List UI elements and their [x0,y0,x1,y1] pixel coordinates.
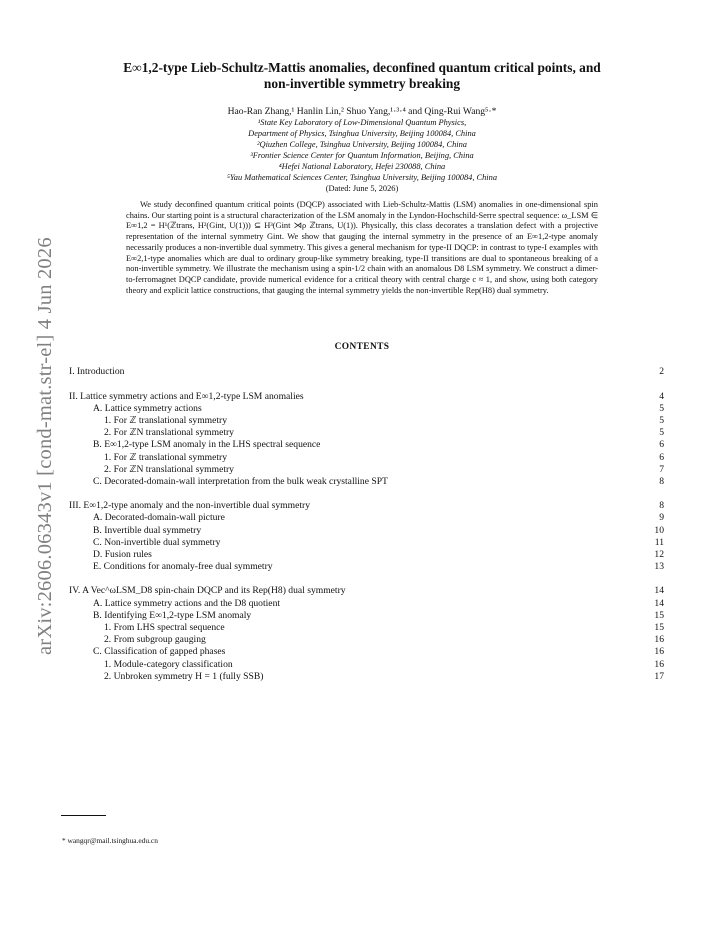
toc-entry-page: 11 [654,536,664,548]
toc-entry-page: 5 [659,414,664,426]
toc-entry-page: 5 [659,427,664,439]
toc-entry-page: 17 [654,670,664,682]
arxiv-identifier: arXiv:2606.06343v1 [cond-mat.str-el] 4 Jun 2026 [34,237,56,655]
toc-entry-label: D. Fusion rules [93,548,152,560]
toc-entry[interactable] [60,512,664,524]
toc-entry-page: 16 [654,646,664,658]
toc-entry-page: 10 [654,524,664,536]
affiliation: ⁵Yau Mathematical Sciences Center, Tsinghua University, Beijing 100084, China [226,173,498,182]
toc-entry-label: A. Decorated-domain-wall picture [93,512,225,524]
title-line-2: non-invertible symmetry breaking [263,76,461,91]
footnote-rule [61,815,106,816]
toc-entry[interactable] [60,476,664,488]
toc-entry-label: 2. For ℤN translational symmetry [104,427,234,439]
abstract-text: We study deconfined quantum critical points (DQCP) associated with Lieb-Schultz-Mattis (LSM) anomalies in one-dimensional spin chains. Our starting point is a structural characterization of the LSM anomaly in the Lyndon-Hochschild-Serre spectral sequence: ω_LSM ∈ E∞1,2 = H¹(ℤtrans, H²(Gint, U(1))) ⊆ H³(Gint ⋊ρ ℤtrans, U(1)). Physically, this class decorates a translation defect with a projective representation of the internal symmetry Gint. We show that gauging the internal symmetry in the presence of an E∞1,2-type anomaly necessarily produces a non-invertible dual symmetry. This gives a general mechanism for type-II DQCP: in contrast to type-I examples with E∞2,1-type anomalies which are dual to ordinary group-like symmetry breaking, type-II transitions are dual to spontaneous breaking of a non-invertible symmetry. We illustrate the mechanism using a spin-1/2 chain with an anomalous D8 LSM symmetry. We construct a dimer-to-ferromagnet DQCP candidate, provide numerical evidence for a critical theory with central charge c ≈ 1, and show, using both category theory and explicit lattice constructions, that gauging the internal symmetry yields the non-invertible Rep(H8) dual symmetry. [126,200,598,295]
toc-entry-label: 2. For ℤN translational symmetry [104,463,234,475]
toc-entry-page: 6 [659,451,664,463]
toc-entry-label: 1. For ℤ translational symmetry [104,414,228,426]
arxiv-sidebar [14,215,54,655]
toc-entry[interactable] [60,525,664,537]
toc-entry-page: 8 [659,500,664,512]
toc-entry[interactable] [60,366,664,378]
toc-entry-page: 5 [659,402,664,414]
footnote: * wangqr@mail.tsinghua.edu.cn [62,836,158,845]
table-of-contents [60,366,664,683]
toc-entry[interactable] [60,598,664,610]
toc-entry[interactable] [60,561,664,573]
toc-entry-label: C. Classification of gapped phases [93,646,226,658]
toc-entry[interactable] [60,634,664,646]
toc-entry[interactable] [60,671,664,683]
toc-entry-label: III. E∞1,2-type anomaly and the non-invertible dual symmetry [69,500,311,512]
toc-entry[interactable] [60,537,664,549]
toc-entry[interactable] [60,427,664,439]
toc-entry-label: IV. A Vec^ωLSM_D8 spin-chain DQCP and its Rep(H8) dual symmetry [69,585,346,597]
toc-entry[interactable] [60,500,664,512]
toc-entry-label: 1. From LHS spectral sequence [104,621,225,633]
author-list: Hao-Ran Zhang,¹ Hanlin Lin,² Shuo Yang,¹·³·⁴ and Qing-Rui Wang⁵·* [227,106,497,117]
toc-entry-label: C. Decorated-domain-wall interpretation from the bulk weak crystalline SPT [93,475,388,487]
toc-entry-label: 1. Module-category classification [104,658,233,670]
toc-entry-label: E. Conditions for anomaly-free dual symmetry [93,561,273,573]
toc-entry-page: 4 [659,390,664,402]
toc-entry-label: 2. From subgroup gauging [104,634,206,646]
dated-line: (Dated: June 5, 2026) [325,184,399,193]
affiliation: ²Qiuzhen College, Tsinghua University, Beijing 100084, China [257,140,467,149]
toc-entry-label: B. Invertible dual symmetry [93,524,202,536]
toc-entry-page: 12 [654,548,664,560]
toc-entry[interactable] [60,622,664,634]
toc-entry-label: II. Lattice symmetry actions and E∞1,2-type LSM anomalies [69,390,304,402]
toc-entry-label: 1. For ℤ translational symmetry [104,451,228,463]
toc-entry-page: 14 [654,585,664,597]
paper-title [60,60,664,92]
toc-entry-label: I. Introduction [69,366,125,378]
contents-heading: CONTENTS [334,342,390,353]
toc-entry-page: 16 [654,658,664,670]
toc-entry[interactable] [60,585,664,597]
toc-entry-page: 14 [654,597,664,609]
toc-entry[interactable] [60,391,664,403]
toc-entry[interactable] [60,464,664,476]
toc-entry-page: 9 [659,512,664,524]
toc-entry-page: 13 [654,561,664,573]
toc-entry[interactable] [60,403,664,415]
affiliation: ³Frontier Science Center for Quantum Information, Beijing, China [250,151,474,160]
toc-entry[interactable] [60,439,664,451]
toc-entry[interactable] [60,659,664,671]
affiliation: Department of Physics, Tsinghua University, Beijing 100084, China [248,129,476,138]
toc-entry[interactable] [60,549,664,561]
affiliation: ⁴Hefei National Laboratory, Hefei 230088, China [278,162,446,171]
toc-entry[interactable] [60,415,664,427]
toc-entry-page: 16 [654,634,664,646]
title-line-1: E∞1,2-type Lieb-Schultz-Mattis anomalies, deconfined quantum critical points, and [123,60,601,75]
toc-entry[interactable] [60,646,664,658]
paper-page [60,60,664,683]
toc-entry-page: 2 [659,366,664,378]
abstract [126,200,598,296]
toc-entry-label: B. E∞1,2-type LSM anomaly in the LHS spectral sequence [93,439,321,451]
affiliations [60,117,664,183]
toc-entry-page: 7 [659,463,664,475]
affiliation: ¹State Key Laboratory of Low-Dimensional Quantum Physics, [257,118,467,127]
toc-entry-label: A. Lattice symmetry actions and the D8 quotient [93,597,281,609]
toc-entry-page: 6 [659,439,664,451]
toc-entry-label: C. Non-invertible dual symmetry [93,536,221,548]
toc-entry-page: 15 [654,621,664,633]
toc-entry[interactable] [60,452,664,464]
toc-entry-page: 8 [659,475,664,487]
toc-entry-label: B. Identifying E∞1,2-type LSM anomaly [93,609,252,621]
toc-entry-label: A. Lattice symmetry actions [93,402,202,414]
toc-entry-page: 15 [654,609,664,621]
toc-entry[interactable] [60,610,664,622]
toc-entry-label: 2. Unbroken symmetry H = 1 (fully SSB) [104,670,264,682]
